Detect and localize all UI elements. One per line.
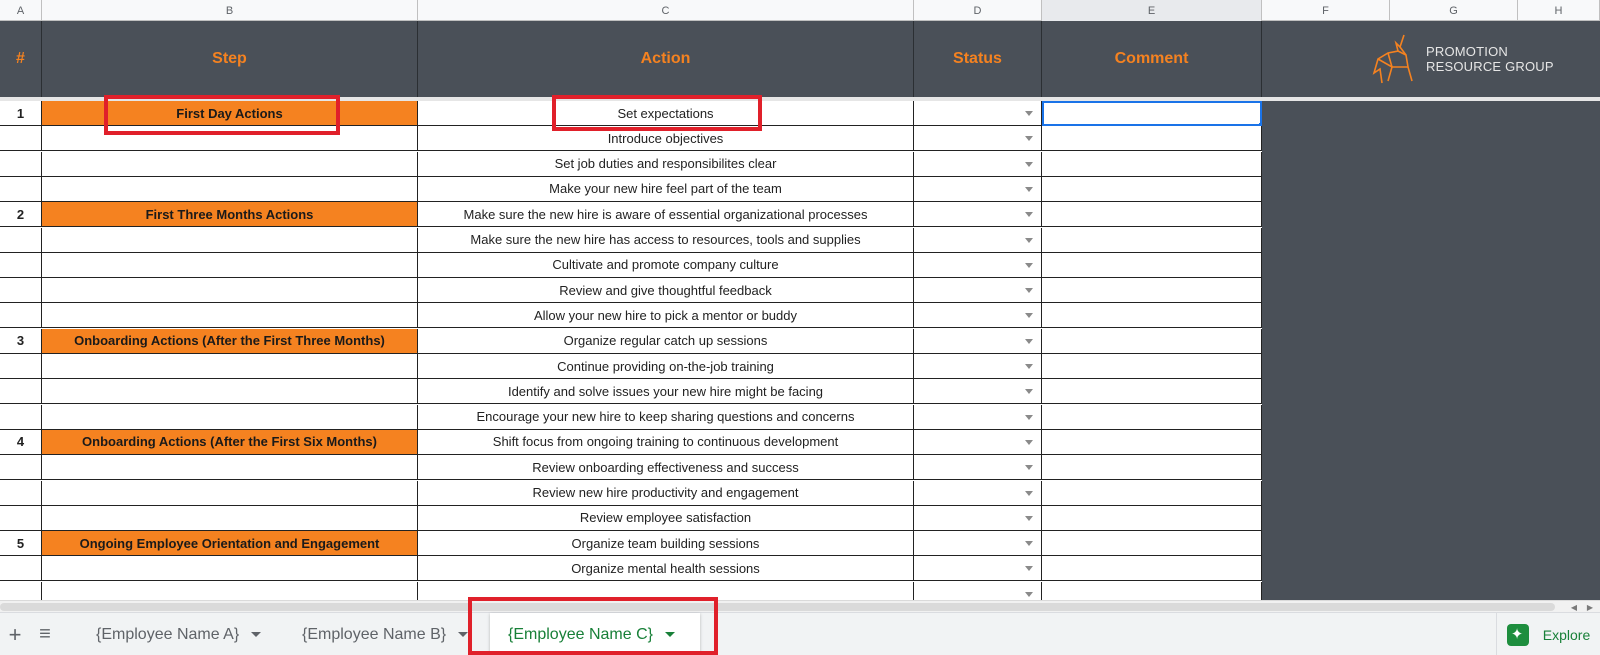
tab-employee-a[interactable] — [78, 613, 279, 655]
header-action[interactable]: Action — [418, 21, 914, 97]
dropdown-arrow-icon[interactable] — [1025, 238, 1033, 243]
comment-cell[interactable] — [1042, 329, 1262, 354]
status-dropdown-cell[interactable] — [914, 253, 1042, 278]
table-row — [0, 177, 1262, 202]
dropdown-arrow-icon[interactable] — [1025, 415, 1033, 420]
comment-cell[interactable] — [1042, 202, 1262, 227]
step-cell[interactable]: Ongoing Employee Orientation and Engagement — [42, 531, 418, 556]
dropdown-arrow-icon[interactable] — [1025, 313, 1033, 318]
table-row — [0, 152, 1262, 177]
action-cell[interactable]: Set expectations — [418, 101, 914, 126]
step-cell[interactable] — [42, 405, 418, 430]
chevron-down-icon[interactable] — [251, 632, 261, 637]
step-number-cell[interactable] — [0, 228, 42, 253]
table-row — [0, 202, 1262, 227]
chevron-down-icon[interactable] — [665, 632, 675, 637]
logo-text — [1426, 44, 1554, 74]
action-cell[interactable]: Review and give thoughtful feedback — [418, 278, 914, 303]
comment-cell[interactable] — [1042, 430, 1262, 455]
action-cell[interactable]: Identify and solve issues your new hire might be facing — [418, 379, 914, 404]
comment-cell[interactable] — [1042, 278, 1262, 303]
column-header-f[interactable]: F — [1262, 0, 1390, 21]
side-panel-fill — [1262, 101, 1600, 601]
step-number-cell[interactable] — [0, 506, 42, 531]
dropdown-arrow-icon[interactable] — [1025, 162, 1033, 167]
table-row — [0, 430, 1262, 455]
dropdown-arrow-icon[interactable] — [1025, 491, 1033, 496]
action-cell[interactable]: Make sure the new hire has access to resources, tools and supplies — [418, 228, 914, 253]
status-dropdown-cell[interactable] — [914, 506, 1042, 531]
dropdown-arrow-icon[interactable] — [1025, 592, 1033, 597]
step-number-cell[interactable]: 4 — [0, 430, 42, 455]
explore-button[interactable] — [1496, 613, 1600, 655]
dropdown-arrow-icon[interactable] — [1025, 288, 1033, 293]
dropdown-arrow-icon[interactable] — [1025, 111, 1033, 116]
logo-line-2: RESOURCE GROUP — [1426, 59, 1554, 74]
column-header-e[interactable]: E — [1042, 0, 1262, 21]
step-number-cell[interactable] — [0, 556, 42, 581]
column-header-d[interactable]: D — [914, 0, 1042, 21]
table-row — [0, 354, 1262, 379]
step-cell[interactable] — [42, 126, 418, 151]
step-number-cell[interactable] — [0, 253, 42, 278]
column-header-a[interactable]: A — [0, 0, 42, 21]
step-cell[interactable] — [42, 278, 418, 303]
table-row — [0, 556, 1262, 581]
step-number-cell[interactable] — [0, 152, 42, 177]
step-cell[interactable] — [42, 455, 418, 480]
step-number-cell[interactable] — [0, 582, 42, 601]
comment-cell[interactable] — [1042, 531, 1262, 556]
action-cell[interactable]: Make sure the new hire is aware of essential organizational processes — [418, 202, 914, 227]
step-cell[interactable] — [42, 582, 418, 601]
table-row — [0, 582, 1262, 601]
action-cell[interactable]: Continue providing on-the-job training — [418, 354, 914, 379]
column-header-g[interactable]: G — [1390, 0, 1518, 21]
status-dropdown-cell[interactable] — [914, 202, 1042, 227]
action-cell[interactable]: Cultivate and promote company culture — [418, 253, 914, 278]
action-cell[interactable]: Shift focus from ongoing training to continuous development — [418, 430, 914, 455]
step-cell[interactable] — [42, 354, 418, 379]
comment-cell[interactable] — [1042, 379, 1262, 404]
action-cell[interactable]: Organize mental health sessions — [418, 556, 914, 581]
step-number-cell[interactable]: 5 — [0, 531, 42, 556]
tab-label: {Employee Name B} — [302, 625, 447, 643]
step-cell[interactable] — [42, 481, 418, 506]
table-row — [0, 101, 1262, 126]
step-cell[interactable] — [42, 253, 418, 278]
dropdown-arrow-icon[interactable] — [1025, 364, 1033, 369]
column-header-c[interactable]: C — [418, 0, 914, 21]
table-row — [0, 278, 1262, 303]
explore-icon — [1507, 624, 1529, 646]
status-dropdown-cell[interactable] — [914, 430, 1042, 455]
step-cell[interactable]: First Three Months Actions — [42, 202, 418, 227]
sheet-tab-bar — [0, 612, 1600, 655]
comment-cell[interactable] — [1042, 228, 1262, 253]
dropdown-arrow-icon[interactable] — [1025, 516, 1033, 521]
column-header-b[interactable]: B — [42, 0, 418, 21]
add-sheet-icon[interactable]: + — [8, 621, 22, 647]
action-cell[interactable]: Make your new hire feel part of the team — [418, 177, 914, 202]
comment-cell[interactable] — [1042, 582, 1262, 601]
dropdown-arrow-icon[interactable] — [1025, 389, 1033, 394]
status-dropdown-cell[interactable] — [914, 455, 1042, 480]
table-row — [0, 303, 1262, 328]
chevron-down-icon[interactable] — [458, 632, 468, 637]
dropdown-arrow-icon[interactable] — [1025, 440, 1033, 445]
status-dropdown-cell[interactable] — [914, 228, 1042, 253]
tab-employee-c[interactable] — [490, 613, 700, 655]
table-row — [0, 228, 1262, 253]
scroll-left-icon[interactable]: ◀ — [1570, 602, 1578, 612]
step-cell[interactable] — [42, 506, 418, 531]
action-cell[interactable]: Allow your new hire to pick a mentor or buddy — [418, 303, 914, 328]
column-header-h[interactable]: H — [1518, 0, 1600, 21]
action-cell[interactable] — [418, 582, 914, 601]
tab-label: {Employee Name C} — [508, 625, 653, 643]
dropdown-arrow-icon[interactable] — [1025, 212, 1033, 217]
table-row — [0, 455, 1262, 480]
comment-cell[interactable] — [1042, 455, 1262, 480]
action-cell[interactable]: Review employee satisfaction — [418, 506, 914, 531]
action-cell[interactable]: Organize team building sessions — [418, 531, 914, 556]
status-dropdown-cell[interactable] — [914, 101, 1042, 126]
step-cell[interactable] — [42, 556, 418, 581]
status-dropdown-cell[interactable] — [914, 481, 1042, 506]
comment-cell[interactable] — [1042, 303, 1262, 328]
step-number-cell[interactable] — [0, 126, 42, 151]
step-number-cell[interactable] — [0, 354, 42, 379]
action-cell[interactable]: Organize regular catch up sessions — [418, 329, 914, 354]
status-dropdown-cell[interactable] — [914, 405, 1042, 430]
table-row — [0, 531, 1262, 556]
dropdown-arrow-icon[interactable] — [1025, 339, 1033, 344]
comment-cell[interactable] — [1042, 152, 1262, 177]
tab-employee-b[interactable] — [284, 613, 486, 655]
tab-label: {Employee Name A} — [96, 625, 240, 643]
comment-cell[interactable] — [1042, 556, 1262, 581]
comment-cell[interactable] — [1042, 253, 1262, 278]
header-comment[interactable]: Comment — [1042, 21, 1262, 97]
horizontal-scrollbar[interactable] — [0, 600, 1600, 612]
step-number-cell[interactable] — [0, 278, 42, 303]
step-number-cell[interactable] — [0, 303, 42, 328]
step-cell[interactable] — [42, 379, 418, 404]
step-cell[interactable]: First Day Actions — [42, 101, 418, 126]
action-cell[interactable]: Set job duties and responsibilites clear — [418, 152, 914, 177]
sheet-grid[interactable] — [0, 21, 1600, 601]
table-row — [0, 506, 1262, 531]
step-cell[interactable] — [42, 228, 418, 253]
comment-cell[interactable] — [1042, 177, 1262, 202]
status-dropdown-cell[interactable] — [914, 126, 1042, 151]
scrollbar-thumb[interactable] — [0, 603, 1555, 611]
table-row — [0, 329, 1262, 354]
status-dropdown-cell[interactable] — [914, 379, 1042, 404]
status-dropdown-cell[interactable] — [914, 177, 1042, 202]
dropdown-arrow-icon[interactable] — [1025, 541, 1033, 546]
step-number-cell[interactable] — [0, 405, 42, 430]
table-row — [0, 405, 1262, 430]
status-dropdown-cell[interactable] — [914, 531, 1042, 556]
comment-cell[interactable] — [1042, 481, 1262, 506]
logo-line-1: PROMOTION — [1426, 44, 1508, 59]
dropdown-arrow-icon[interactable] — [1025, 187, 1033, 192]
step-number-cell[interactable] — [0, 481, 42, 506]
column-header-row — [0, 0, 1600, 21]
all-sheets-icon[interactable]: ≡ — [39, 623, 51, 645]
dropdown-arrow-icon[interactable] — [1025, 465, 1033, 470]
step-cell[interactable] — [42, 177, 418, 202]
scroll-right-icon[interactable]: ▶ — [1586, 602, 1594, 612]
table-row — [0, 481, 1262, 506]
step-cell[interactable]: Onboarding Actions (After the First Three Months) — [42, 329, 418, 354]
dropdown-arrow-icon[interactable] — [1025, 566, 1033, 571]
status-dropdown-cell[interactable] — [914, 303, 1042, 328]
dropdown-arrow-icon[interactable] — [1025, 136, 1033, 141]
step-cell[interactable]: Onboarding Actions (After the First Six Months) — [42, 430, 418, 455]
status-dropdown-cell[interactable] — [914, 582, 1042, 601]
comment-cell[interactable] — [1042, 506, 1262, 531]
step-number-cell[interactable]: 3 — [0, 329, 42, 354]
comment-cell[interactable] — [1042, 101, 1262, 126]
step-number-cell[interactable] — [0, 455, 42, 480]
status-dropdown-cell[interactable] — [914, 329, 1042, 354]
unicorn-logo-icon — [1370, 33, 1416, 85]
step-cell[interactable] — [42, 303, 418, 328]
status-dropdown-cell[interactable] — [914, 354, 1042, 379]
step-number-cell[interactable]: 1 — [0, 101, 42, 126]
comment-cell[interactable] — [1042, 126, 1262, 151]
action-cell[interactable]: Review new hire productivity and engagement — [418, 481, 914, 506]
header-step[interactable]: Step — [42, 21, 418, 97]
step-number-cell[interactable] — [0, 379, 42, 404]
comment-cell[interactable] — [1042, 354, 1262, 379]
status-dropdown-cell[interactable] — [914, 278, 1042, 303]
comment-cell[interactable] — [1042, 405, 1262, 430]
table-row — [0, 379, 1262, 404]
header-status[interactable]: Status — [914, 21, 1042, 97]
step-number-cell[interactable] — [0, 177, 42, 202]
company-logo — [1370, 31, 1590, 87]
header-num[interactable]: # — [0, 21, 42, 97]
step-cell[interactable] — [42, 152, 418, 177]
action-cell[interactable]: Review onboarding effectiveness and success — [418, 455, 914, 480]
table-row — [0, 126, 1262, 151]
step-number-cell[interactable]: 2 — [0, 202, 42, 227]
table-row — [0, 253, 1262, 278]
status-dropdown-cell[interactable] — [914, 152, 1042, 177]
dropdown-arrow-icon[interactable] — [1025, 263, 1033, 268]
explore-label: Explore — [1542, 626, 1591, 643]
action-cell[interactable]: Encourage your new hire to keep sharing questions and concerns — [418, 405, 914, 430]
action-cell[interactable]: Introduce objectives — [418, 126, 914, 151]
status-dropdown-cell[interactable] — [914, 556, 1042, 581]
